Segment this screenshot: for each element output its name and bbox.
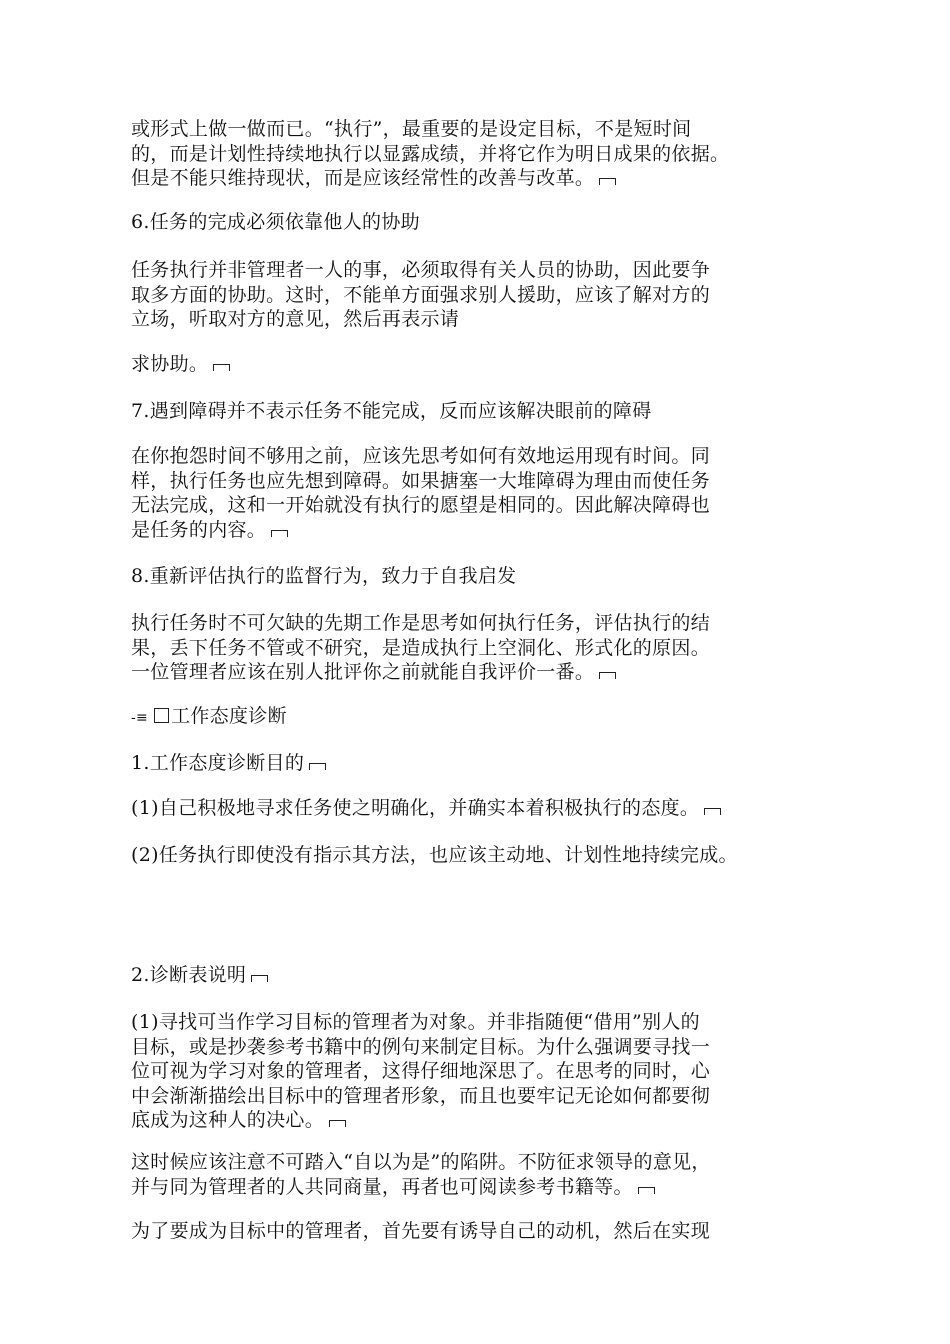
text-line bbox=[131, 704, 831, 731]
paragraph-mark-icon bbox=[213, 364, 230, 371]
text-line: 样，执行任务也应先想到障碍。如果搪塞一大堆障碍为理由而使任务 bbox=[131, 469, 711, 492]
section-number: -≡ bbox=[131, 710, 149, 726]
text-line: 或形式上做一做而已。“执行”，最重要的是设定目标，不是短时间 bbox=[131, 118, 692, 140]
text-line: 任务执行并非管理者一人的事，必须取得有关人员的协助，因此要争 bbox=[131, 259, 711, 281]
text-line bbox=[131, 1175, 831, 1200]
text-line: 果，丢下任务不管或不研究，是造成执行上空洞化、形式化的原因。 bbox=[131, 636, 711, 659]
paragraph-obstacles bbox=[131, 444, 831, 542]
text-line bbox=[131, 518, 831, 543]
text-line: 中会渐渐描绘出目标中的管理者形象，而且也要牢记无论如何都要彻 bbox=[131, 1084, 711, 1107]
text-segment: 并与同为管理者的人共同商量，再者也可阅读参考书籍等。 bbox=[131, 1175, 633, 1198]
heading-item-6 bbox=[131, 210, 831, 235]
text-segment: 一位管理者应该在别人批评你之前就能自我评价一番。 bbox=[131, 661, 595, 683]
text-line: 8.重新评估执行的监督行为，致力于自我启发 bbox=[131, 565, 517, 587]
list-item-1 bbox=[131, 796, 831, 821]
text-line: 在你抱怨时间不够用之前，应该先思考如何有效地运用现有时间。同 bbox=[131, 445, 711, 467]
paragraph-mark-icon bbox=[251, 975, 268, 982]
paragraph-motivation bbox=[131, 1219, 831, 1244]
paragraph-mark-icon bbox=[704, 808, 721, 815]
paragraph-execution-goals bbox=[131, 117, 831, 191]
text-segment: 求协助。 bbox=[131, 353, 209, 375]
text-line bbox=[131, 352, 831, 377]
heading-diagnosis-purpose bbox=[131, 751, 831, 776]
text-line: (1)寻找可当作学习目标的管理者为对象。并非指随便“借用”别人的 bbox=[131, 1011, 700, 1033]
text-line: 立场，听取对方的意见，然后再表示请 bbox=[131, 308, 460, 330]
heading-item-7 bbox=[131, 399, 831, 424]
text-segment: (1)自己积极地寻求任务使之明确化，并确实本着积极执行的态度。 bbox=[131, 797, 700, 819]
paragraph-cooperation bbox=[131, 258, 831, 332]
heading-item-8 bbox=[131, 564, 831, 589]
text-line bbox=[131, 1108, 831, 1133]
text-line: 的，而是计划性持续地执行以显露成绩，并将它作为明日成果的依据。 bbox=[131, 142, 730, 165]
text-segment: 2.诊断表说明 bbox=[131, 964, 247, 986]
section-heading-work-attitude bbox=[131, 704, 831, 731]
text-line: 7.遇到障碍并不表示任务不能完成，反而应该解决眼前的障碍 bbox=[131, 400, 652, 422]
checkbox-square-icon bbox=[154, 708, 169, 723]
list-item-2 bbox=[131, 843, 831, 868]
text-line bbox=[131, 751, 831, 776]
text-line bbox=[131, 166, 831, 191]
heading-diagnosis-table bbox=[131, 963, 831, 988]
text-segment: 底成为这种人的决心。 bbox=[131, 1109, 325, 1131]
text-line: 执行任务时不可欠缺的先期工作是思考如何执行任务，评估执行的结 bbox=[131, 612, 711, 634]
text-segment: 1.工作态度诊断目的 bbox=[131, 752, 305, 774]
paragraph-mark-icon bbox=[638, 1187, 655, 1194]
text-line: (2)任务执行即使没有指示其方法，也应该主动地、计划性地持续完成。 bbox=[131, 844, 738, 866]
text-line bbox=[131, 660, 831, 685]
paragraph-mark-icon bbox=[599, 178, 616, 185]
paragraph-mark-icon bbox=[599, 672, 616, 679]
paragraph-mark-icon bbox=[271, 530, 288, 537]
paragraph-role-model bbox=[131, 1010, 831, 1133]
text-line bbox=[131, 963, 831, 988]
text-line: 目标，或是抄袭参考书籍中的例句来制定目标。为什么强调要寻找一 bbox=[131, 1035, 711, 1058]
paragraph-mark-icon bbox=[309, 763, 326, 770]
paragraph-self-righteous bbox=[131, 1150, 831, 1199]
text-line bbox=[131, 796, 831, 821]
text-line: 位可视为学习对象的管理者，这得仔细地深思了。在思考的同时，心 bbox=[131, 1060, 711, 1082]
paragraph-cooperation-tail bbox=[131, 352, 831, 377]
text-segment: 但是不能只维持现状，而是应该经常性的改善与改革。 bbox=[131, 167, 595, 189]
text-line: 6.任务的完成必须依靠他人的协助 bbox=[131, 211, 420, 233]
text-line: 这时候应该注意不可踏入“自以为是”的陷阱。不防征求领导的意见， bbox=[131, 1151, 711, 1173]
paragraph-self-evaluation bbox=[131, 611, 831, 685]
text-line: 为了要成为目标中的管理者，首先要有诱导自己的动机，然后在实现 bbox=[131, 1220, 711, 1242]
text-line: 无法完成，这和一开始就没有执行的愿望是相同的。因此解决障碍也 bbox=[131, 494, 711, 516]
section-title: 工作态度诊断 bbox=[171, 705, 287, 727]
text-line: 取多方面的协助。这时，不能单方面强求别人援助，应该了解对方的 bbox=[131, 283, 711, 306]
paragraph-mark-icon bbox=[329, 1120, 346, 1127]
text-segment: 是任务的内容。 bbox=[131, 518, 267, 541]
